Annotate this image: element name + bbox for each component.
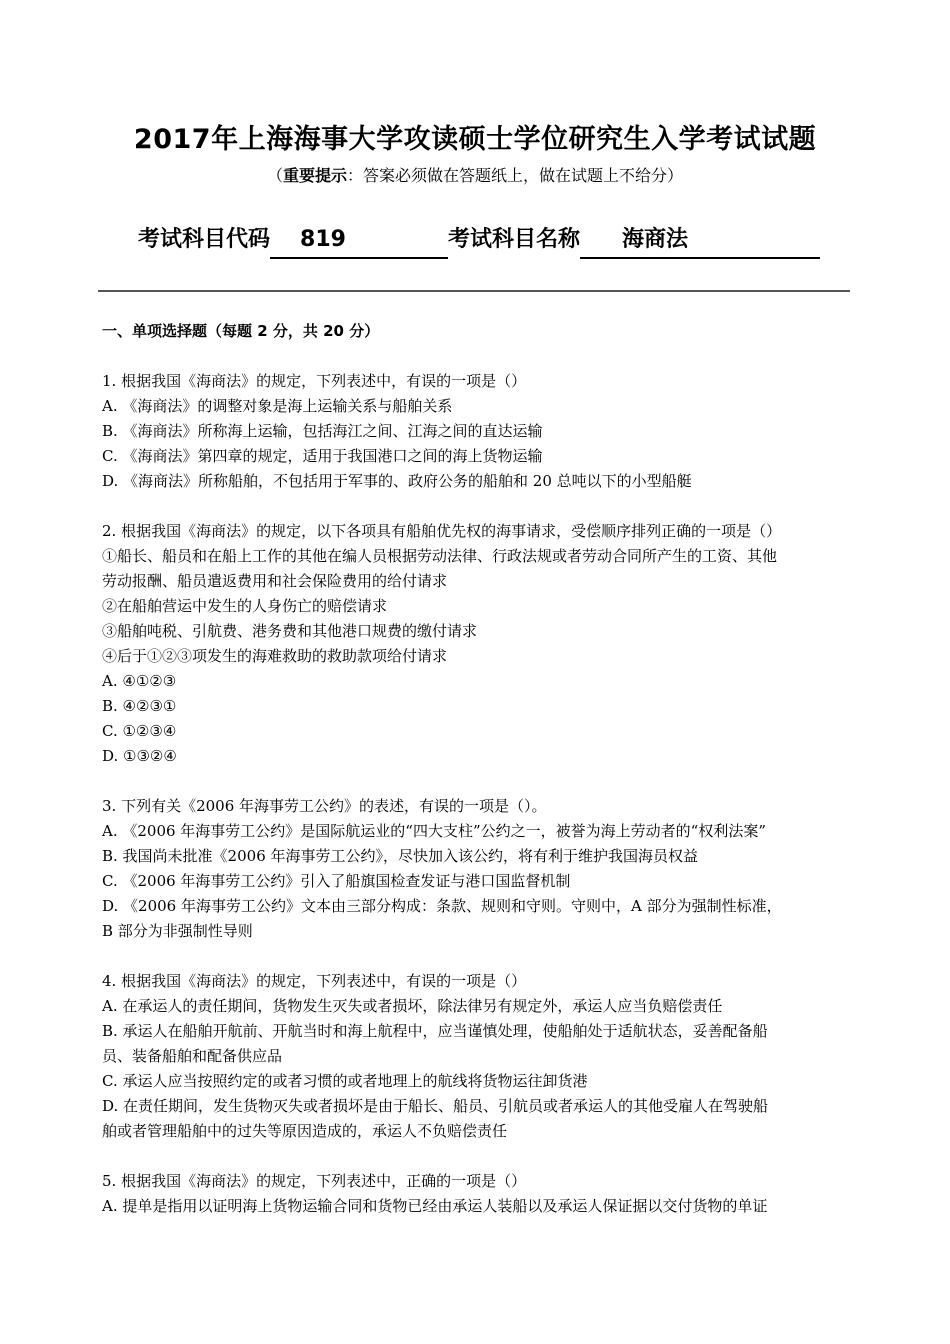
q1-option-a: A. 《海商法》的调整对象是海上运输关系与船舶关系 [102,397,453,415]
q3-option-b: B. 我国尚未批准《2006 年海事劳工公约》，尽快加入该公约，将有利于维护我国海员权益 [102,847,699,865]
q2-stem: 2. 根据我国《海商法》的规定，以下各项具有船舶优先权的海事请求，受偿顺序排列正确的一项是（） [102,522,782,540]
subject-line [138,223,820,259]
subject-name-value: 海商法 [580,223,820,259]
notice-open: （ [266,166,283,185]
q3-option-d-cont: B 部分为非强制性导则 [102,922,253,940]
q3-option-d: D. 《2006 年海事劳工公约》文本由三部分构成：条款、规则和守则。守则中，A 部分为强制性标准， [102,897,782,915]
q2-item-3: ③船舶吨税、引航费、港务费和其他港口规费的缴付请求 [102,622,478,640]
q2-option-c: C. ①②③④ [102,722,177,740]
q1-option-d: D. 《海商法》所称船舶，不包括用于军事的、政府公务的船舶和 20 总吨以下的小型船艇 [102,472,692,490]
q2-item-4: ④后于①②③项发生的海难救助的救助款项给付请求 [102,647,448,665]
subject-code-value: 819 [270,223,448,259]
subject-code-label: 考试科目代码 [138,227,271,252]
exam-notice [0,164,950,188]
q3-option-c: C. 《2006 年海事劳工公约》引入了船旗国检查发证与港口国监督机制 [102,872,571,890]
q4-stem: 4. 根据我国《海商法》的规定，下列表述中，有误的一项是（） [102,972,527,990]
q1-option-c: C. 《海商法》第四章的规定，适用于我国港口之间的海上货物运输 [102,447,543,465]
q3-option-a: A. 《2006 年海事劳工公约》是国际航运业的“四大支柱”公约之一，被誉为海上劳动者的“权利法案” [102,822,766,840]
subject-name-label: 考试科目名称 [448,227,581,252]
q1-option-b: B. 《海商法》所称海上运输，包括海江之间、江海之间的直达运输 [102,422,543,440]
notice-bold-label: 重要提示 [282,166,347,185]
header-divider [98,290,850,292]
q4-option-b: B. 承运人在船舶开航前、开航当时和海上航程中，应当谨慎处理，使船舶处于适航状态，妥善配备船 [102,1022,768,1040]
q2-option-b: B. ④②③① [102,697,177,715]
questions-body [102,369,862,1219]
q2-item-1: ①船长、船员和在船上工作的其他在编人员根据劳动法律、行政法规或者劳动合同所产生的工资、其他 [102,547,778,565]
q5-stem: 5. 根据我国《海商法》的规定，下列表述中，正确的一项是（） [102,1172,527,1190]
exam-title: 2017年上海海事大学攻读硕士学位研究生入学考试试题 [133,124,817,155]
q1-stem: 1. 根据我国《海商法》的规定，下列表述中，有误的一项是（） [102,372,527,390]
q5-option-a: A. 提单是指用以证明海上货物运输合同和货物已经由承运人装船以及承运人保证据以交付货物的单证 [102,1197,768,1215]
q2-option-a: A. ④①②③ [102,672,177,690]
q2-option-d: D. ①③②④ [102,747,177,765]
notice-text: ：答案必须做在答题纸上，做在试题上不给分） [347,166,684,185]
q4-option-d-cont: 舶或者管理船舶中的过失等原因造成的，承运人不负赔偿责任 [102,1122,508,1140]
section-title: 一、单项选择题（每题 2 分，共 20 分） [102,322,380,340]
q4-option-c: C. 承运人应当按照约定的或者习惯的或者地理上的航线将货物运往卸货港 [102,1072,588,1090]
q4-option-a: A. 在承运人的责任期间，货物发生灭失或者损坏，除法律另有规定外，承运人应当负赔偿责任 [102,997,723,1015]
q3-stem: 3. 下列有关《2006 年海事劳工公约》的表述，有误的一项是（）。 [102,797,547,815]
q2-item-2: ②在船舶营运中发生的人身伤亡的赔偿请求 [102,597,388,615]
q4-option-d: D. 在责任期间，发生货物灭失或者损坏是由于船长、船员、引航员或者承运人的其他受雇人在驾驶船 [102,1097,769,1115]
q2-item-1-cont: 劳动报酬、船员遣返费用和社会保险费用的给付请求 [102,572,448,590]
q4-option-b-cont: 员、装备船舶和配备供应品 [102,1047,283,1065]
